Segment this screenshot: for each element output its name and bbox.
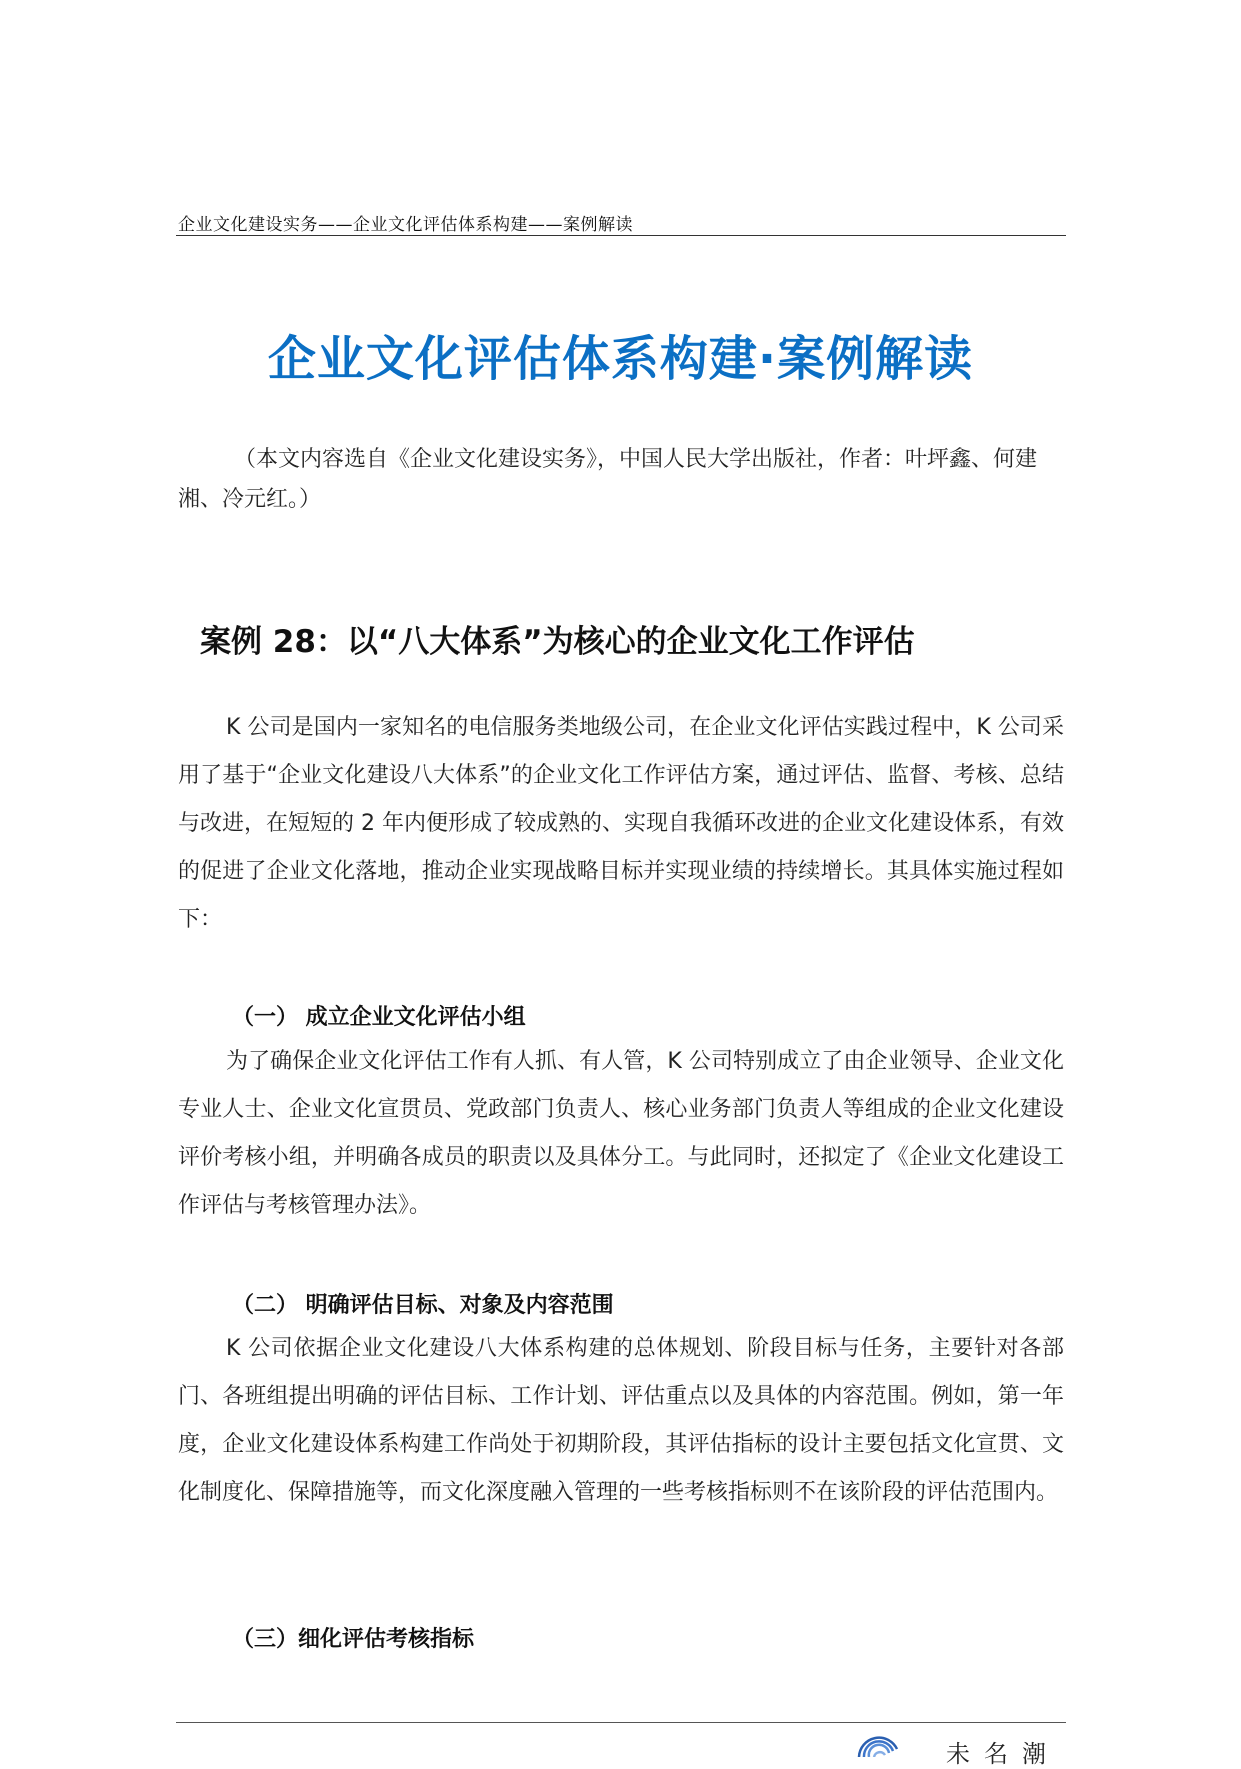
section-2-paragraph: K 公司依据企业文化建设八大体系构建的总体规划、阶段目标与任务，主要针对各部门、各班组提出明确的评估目标、工作计划、评估重点以及具体的内容范围。例如，第一年度，企业文化建设体系构建工作尚处于初期阶段，其评估指标的设计主要包括文化宣贯、文化制度化、保障措施等，而文化深度融入管理的一些考核指标则不在该阶段的评估范围内。 <box>178 1336 1064 1505</box>
running-header: 企业文化建设实务——企业文化评估体系构建——案例解读 <box>178 215 633 235</box>
section-heading-1: （一） 成立企业文化评估小组 <box>232 1005 526 1030</box>
case-title: 案例 28：以“八大体系”为核心的企业文化工作评估 <box>200 624 915 660</box>
footer-brand: 未名潮 <box>946 1740 1060 1768</box>
source-note: （本文内容选自《企业文化建设实务》，中国人民大学出版社，作者：叶坪鑫、何建湘、冷元红。） <box>178 447 1038 512</box>
header-divider <box>176 235 1066 236</box>
section-1-paragraph: 为了确保企业文化评估工作有人抓、有人管，K 公司特别成立了由企业领导、企业文化专业人士、企业文化宣贯员、党政部门负责人、核心业务部门负责人等组成的企业文化建设评价考核小组，并明确各成员的职责以及具体分工。与此同时，还拟定了《企业文化建设工作评估与考核管理办法》。 <box>178 1049 1064 1218</box>
swirl-logo-icon <box>855 1733 901 1757</box>
page-title: 企业文化评估体系构建·案例解读 <box>267 331 974 387</box>
section-heading-2: （二） 明确评估目标、对象及内容范围 <box>232 1293 614 1318</box>
intro-paragraph: K 公司是国内一家知名的电信服务类地级公司，在企业文化评估实践过程中，K 公司采用了基于“企业文化建设八大体系”的企业文化工作评估方案，通过评估、监督、考核、总结与改进，在短短的 2 年内便形成了较成熟的、实现自我循环改进的企业文化建设体系，有效的促进了企业文化落地，推动企业实现战略目标并实现业绩的持续增长。其具体实施过程如下： <box>178 715 1064 932</box>
footer-divider <box>176 1722 1066 1723</box>
section-heading-3: （三）细化评估考核指标 <box>232 1627 475 1652</box>
